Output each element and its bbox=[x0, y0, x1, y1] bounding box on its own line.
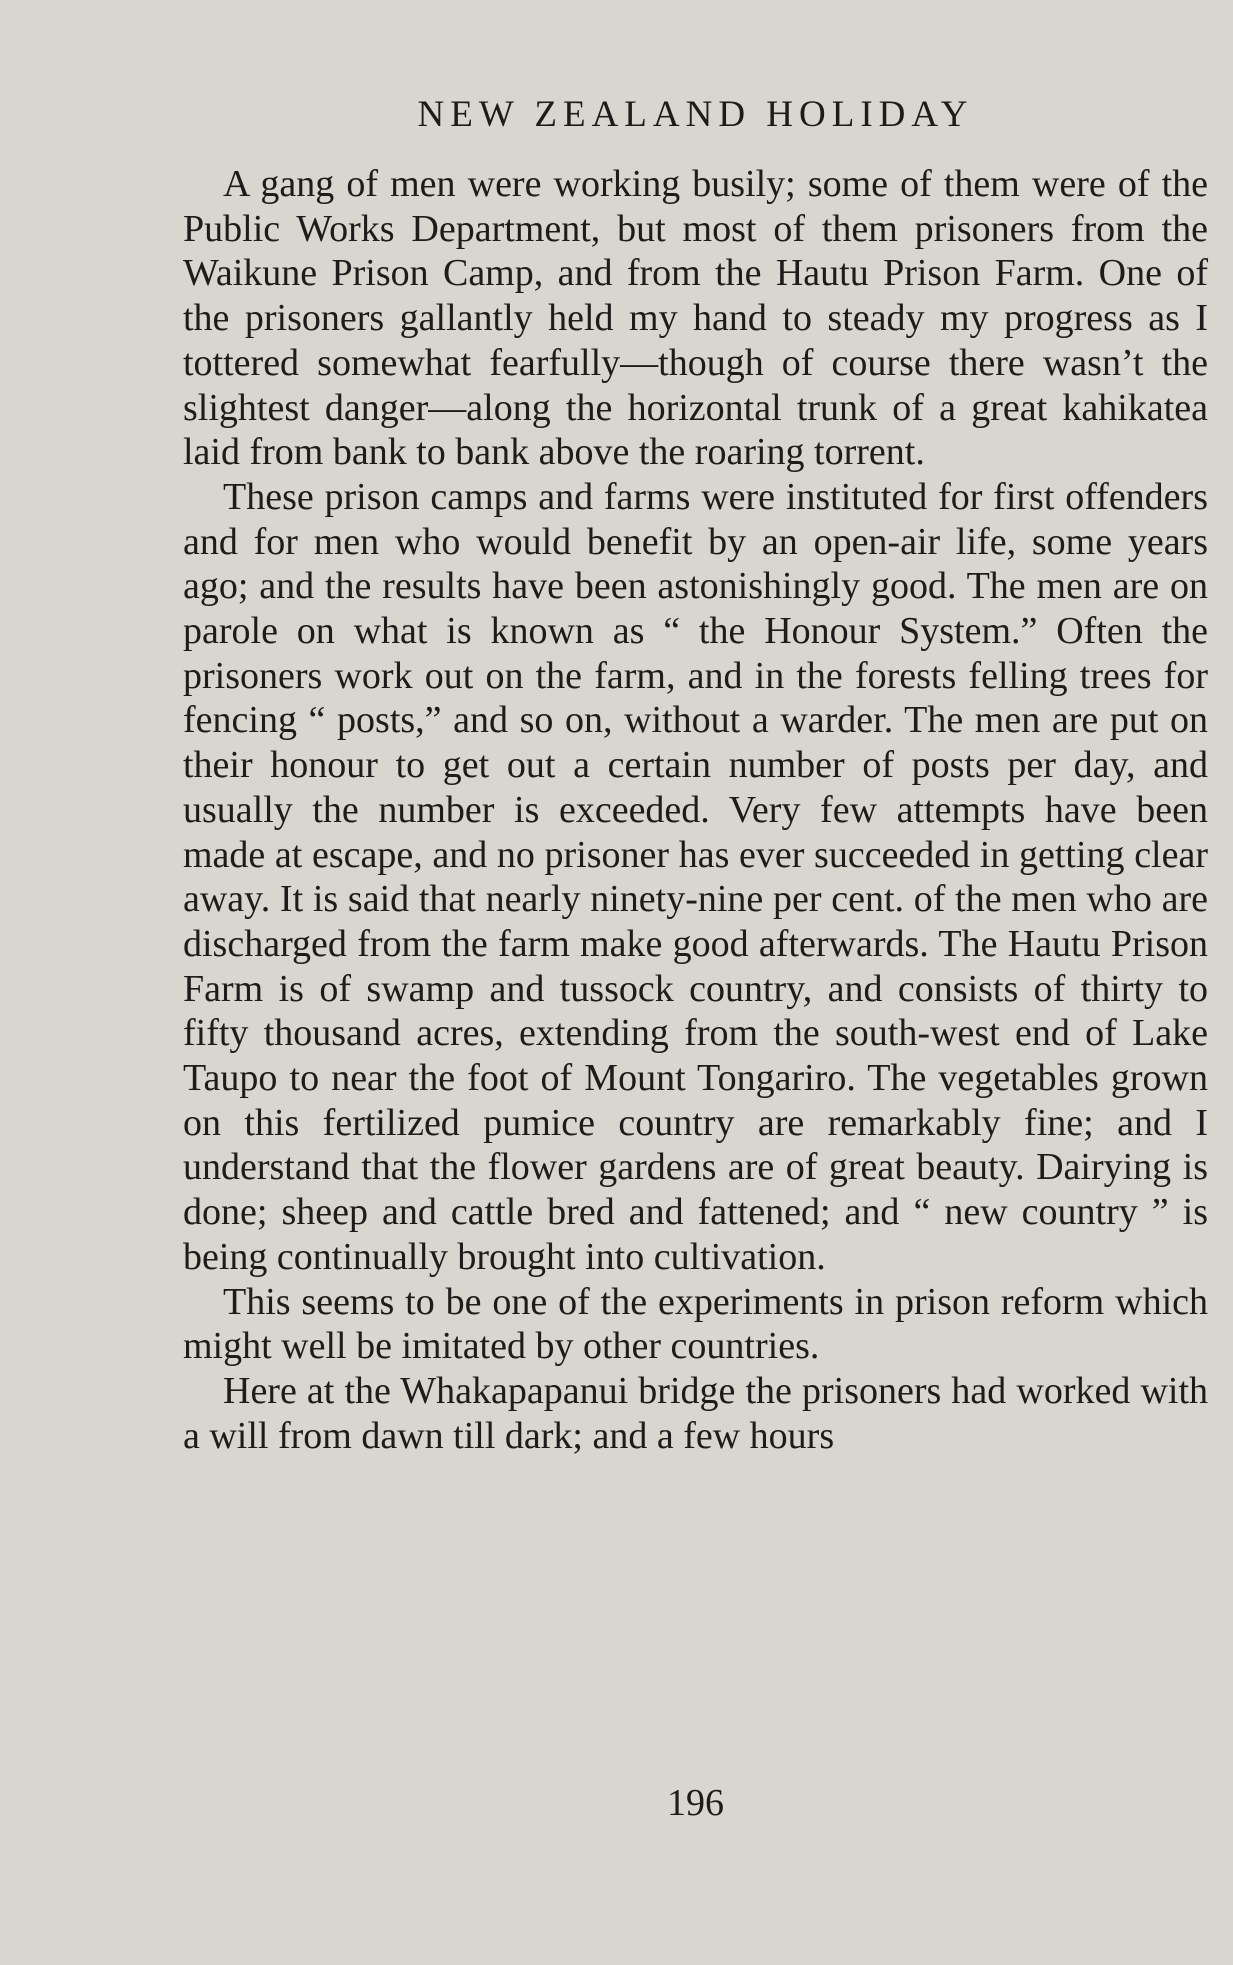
body-text bbox=[183, 162, 1208, 1458]
paragraph: A gang of men were working busily; some of them were of the Public Works Department, but most of them prisoners from the Waikune Prison Camp, and from the Hautu Prison Farm. One of the prisoners gallantly held my hand to steady my progress as I tottered somewhat fearfully—though of course there wasn’t the slightest danger—along the horizontal trunk of a great kahikatea laid from bank to bank above the roaring torrent. bbox=[183, 163, 1208, 474]
paragraph: Here at the Whakapapanui bridge the prisoners had worked with a will from dawn till dark; and a few hours bbox=[183, 1369, 1208, 1457]
paragraph: This seems to be one of the experiments in prison reform which might well be imitated by other countries. bbox=[183, 1280, 1208, 1368]
running-head: NEW ZEALAND HOLIDAY bbox=[417, 94, 974, 135]
page-number: 196 bbox=[667, 1782, 724, 1824]
paragraph: These prison camps and farms were instituted for first offenders and for men who would benefit by an open-air life, some years ago; and the results have been astonishingly good. The men are on parole on what is known as “ the Honour System.” Often the prisoners work out on the farm, and in the forests felling trees for fencing “ posts,” and so on, without a warder. The men are put on their honour to get out a certain number of posts per day, and usually the number is exceeded. Very few attempts have been made at escape, and no prisoner has ever succeeded in getting clear away. It is said that nearly ninety-nine per cent. of the men who are discharged from the farm make good afterwards. The Hautu Prison Farm is of swamp and tussock country, and consists of thirty to fifty thousand acres, extending from the south-west end of Lake Taupo to near the foot of Mount Tongariro. The vegetables grown on this fertilized pumice country are remarkably fine; and I understand that the flower gardens are of great beauty. Dairying is done; sheep and cattle bred and fattened; and “ new country ” is being continually brought into cultivation. bbox=[183, 475, 1208, 1278]
